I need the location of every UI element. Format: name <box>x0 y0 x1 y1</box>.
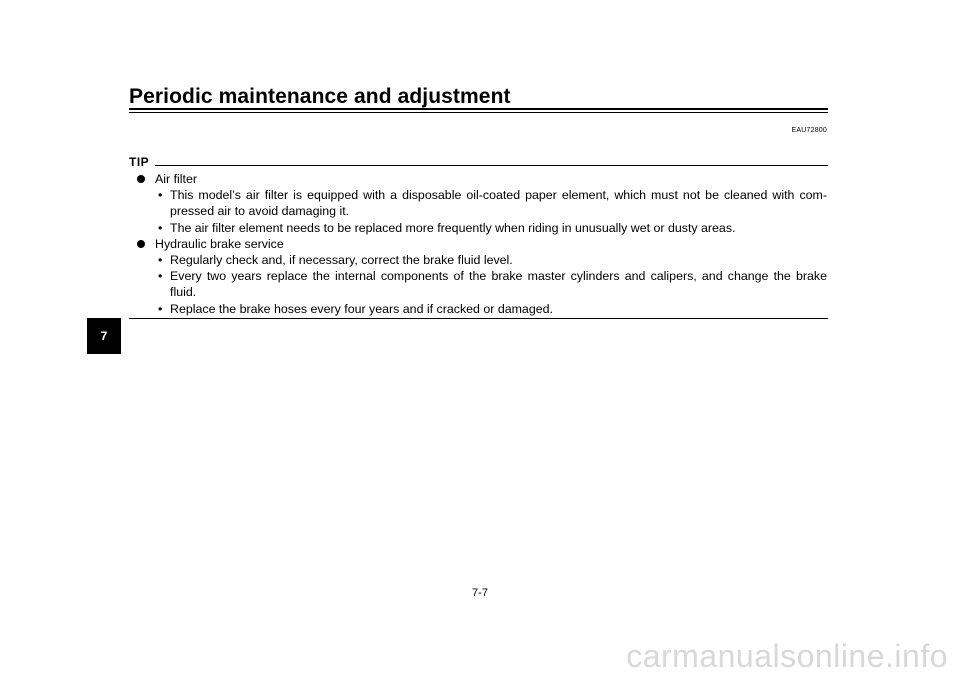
title-divider <box>129 108 828 110</box>
bullet-icon: • <box>158 253 163 268</box>
section-label: Air filter <box>155 172 197 186</box>
bullet-icon: • <box>158 301 163 316</box>
tip-section-air-filter <box>137 171 827 187</box>
tip-label: TIP <box>129 155 150 169</box>
chapter-tab: 7 <box>87 318 121 354</box>
bullet-icon: • <box>158 188 163 203</box>
list-item-text: Replace the brake hoses every four years and if cracked or damaged. <box>170 301 553 316</box>
list-item <box>137 268 827 300</box>
section-label: Hydraulic brake service <box>155 236 284 251</box>
bullet-icon: • <box>158 269 163 284</box>
list-item <box>137 301 827 317</box>
list-item-text: This model’s air filter is equipped with a disposable oil-coated paper element, which must not be cleaned with com-pressed air to avoid damaging it. <box>170 188 827 219</box>
bullet-icon: • <box>158 220 163 235</box>
bullet-dot-icon <box>137 175 145 183</box>
bullet-dot-icon <box>137 240 145 248</box>
tip-end-divider <box>129 318 828 319</box>
list-item <box>137 220 827 236</box>
document-code: EAU72800 <box>791 127 827 134</box>
watermark: carmanualsonline.info <box>626 638 948 674</box>
list-item-text: Regularly check and, if necessary, correct the brake fluid level. <box>170 253 513 268</box>
page-number: 7-7 <box>472 587 488 599</box>
page-title: Periodic maintenance and adjustment <box>129 85 511 108</box>
list-item-text: Every two years replace the internal components of the brake master cylinders and calipers, and change the brake fluid. <box>170 269 827 300</box>
title-divider-thin <box>129 112 828 113</box>
tip-section-brake-service <box>137 236 827 252</box>
tip-divider <box>155 165 828 166</box>
list-item <box>137 187 827 219</box>
tip-content <box>137 171 827 317</box>
list-item <box>137 252 827 268</box>
list-item-text: The air filter element needs to be replaced more frequently when riding in unusually wet or dusty areas. <box>170 220 736 235</box>
